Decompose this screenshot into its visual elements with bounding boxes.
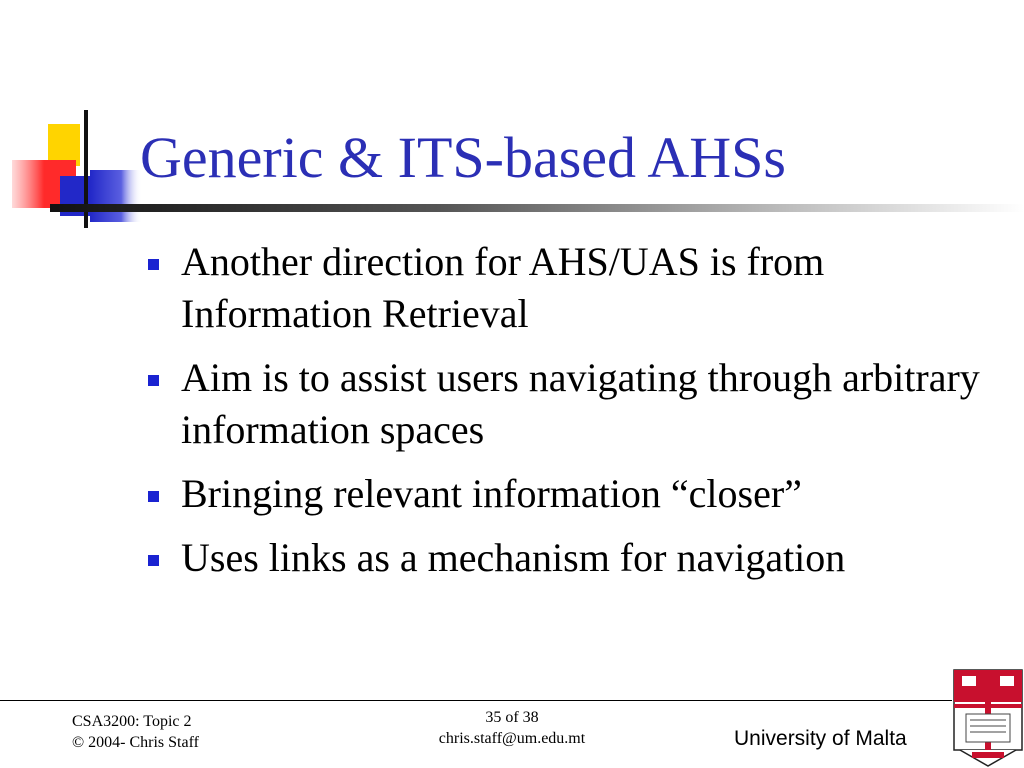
bullet-item xyxy=(144,468,1004,520)
footer-copyright: © 2004- Chris Staff xyxy=(72,734,199,751)
bullet-text: Bringing relevant information “closer” xyxy=(181,471,802,516)
footer-course: CSA3200: Topic 2 xyxy=(72,713,192,730)
footer-center-block xyxy=(412,707,612,749)
page-number: 35 of 38 xyxy=(485,709,539,726)
footer-divider xyxy=(0,700,952,701)
bullet-square-icon xyxy=(148,259,159,270)
bullet-text: Aim is to assist users navigating through arbitrary information spaces xyxy=(181,355,980,452)
deco-yellow-square xyxy=(48,124,80,166)
footer-email: chris.staff@um.edu.mt xyxy=(438,730,586,747)
bullet-list xyxy=(144,236,1004,596)
footer-left-block xyxy=(72,711,199,753)
bullet-item xyxy=(144,236,1004,340)
title-underline xyxy=(50,204,1024,212)
university-crest-icon xyxy=(952,668,1024,768)
bullet-item xyxy=(144,532,1004,584)
bullet-square-icon xyxy=(148,375,159,386)
bullet-square-icon xyxy=(148,491,159,502)
bullet-square-icon xyxy=(148,555,159,566)
footer-institution: University of Malta xyxy=(734,727,907,750)
bullet-text: Another direction for AHS/UAS is from Information Retrieval xyxy=(181,239,825,336)
bullet-item xyxy=(144,352,1004,456)
bullet-text: Uses links as a mechanism for navigation xyxy=(181,535,846,580)
deco-blue-bar xyxy=(90,170,142,222)
slide-title: Generic & ITS-based AHSs xyxy=(140,125,786,190)
